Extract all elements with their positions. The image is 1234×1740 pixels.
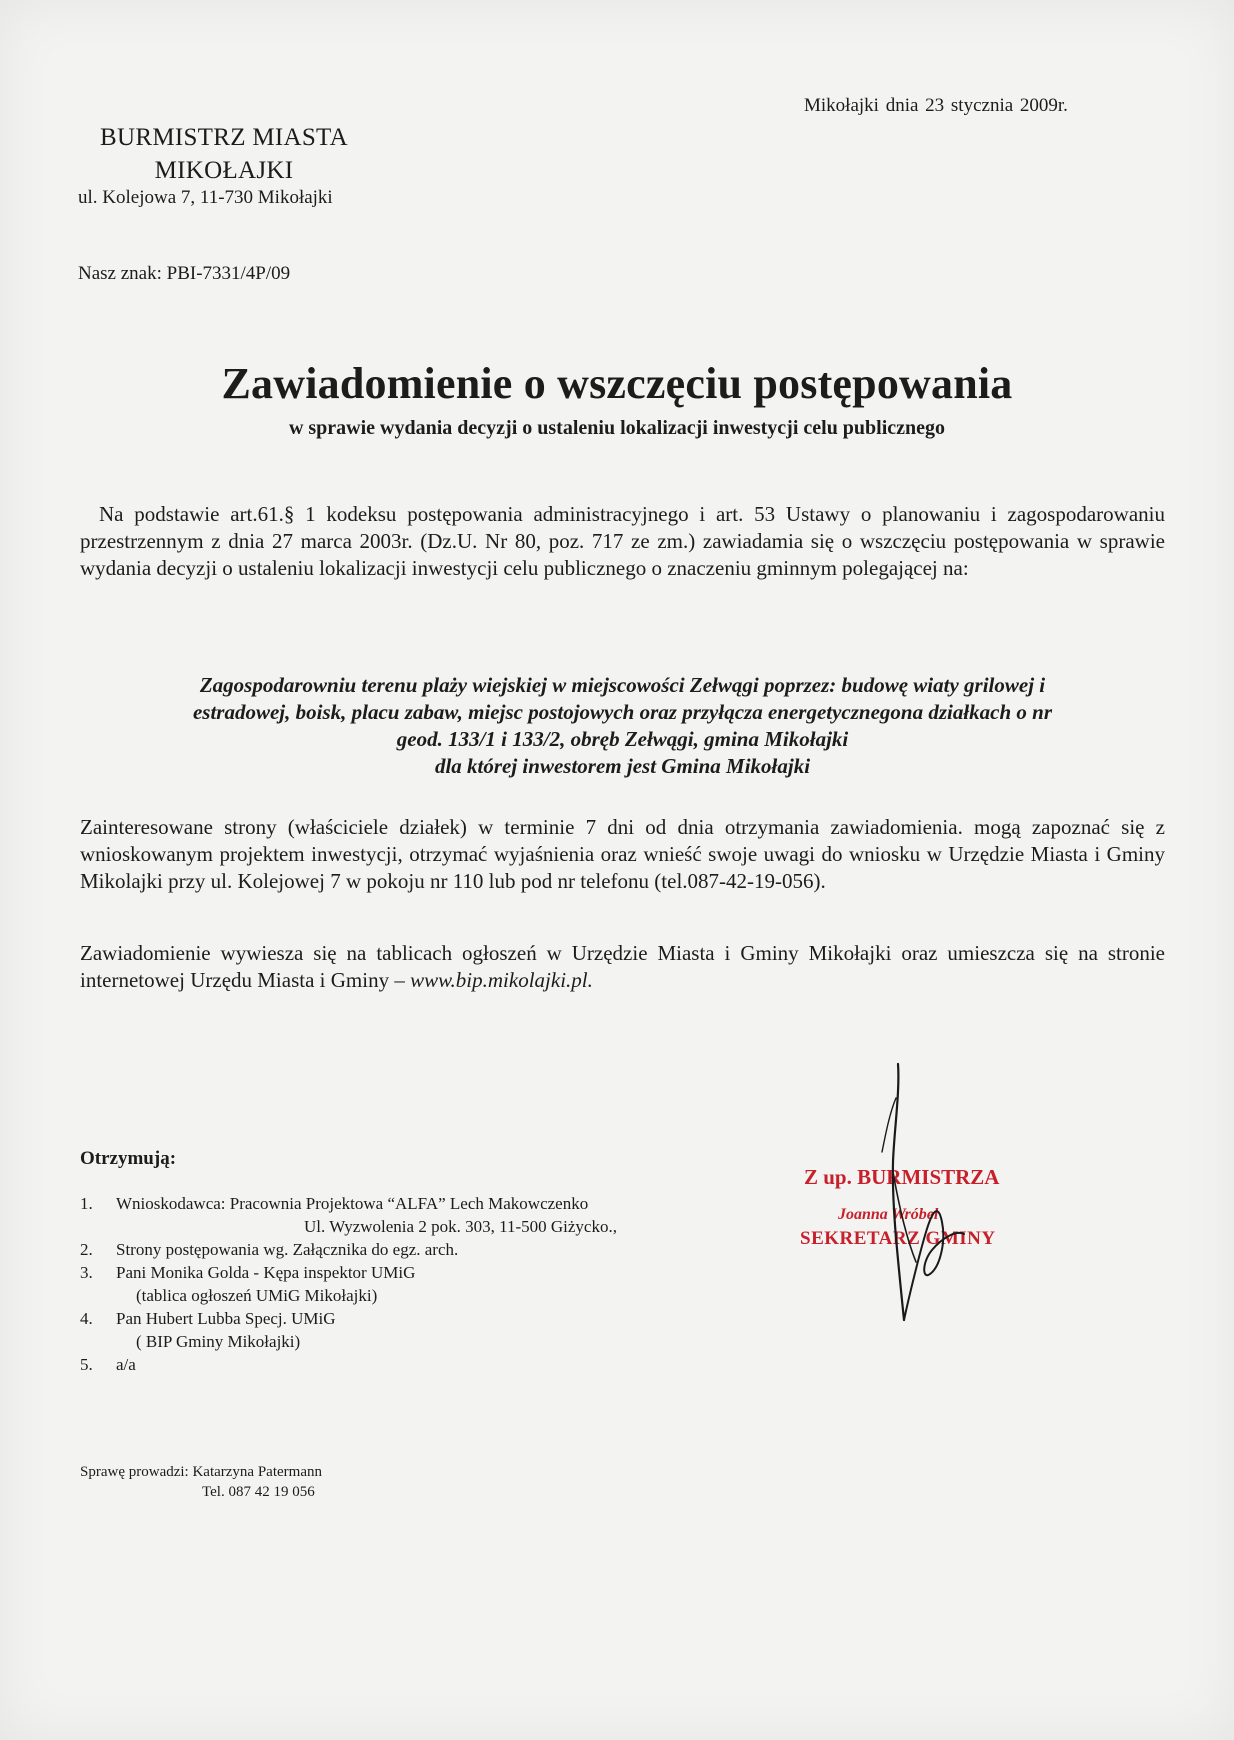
list-item-text: Strony postępowania wg. Załącznika do egz. arch.	[116, 1240, 459, 1259]
list-item-detail: Ul. Wyzwolenia 2 pok. 303, 11-500 Giżycko.,	[304, 1217, 617, 1236]
recipients-heading: Otrzymują:	[80, 1148, 177, 1169]
list-item-number: 4.	[80, 1309, 93, 1328]
list-item	[80, 1353, 680, 1376]
list-item-text: Wnioskodawca: Pracownia Projektowa “ALFA” Lech Makowczenko	[116, 1194, 589, 1213]
list-item-number: 2.	[80, 1240, 93, 1259]
publication-text: Zawiadomienie wywiesza się na tablicach ogłoszeń w Urzędzie Miasta i Gminy Mikołajki oraz umieszcza się na stronie internetowej Urzędu Miasta i Gminy –	[80, 941, 1165, 992]
website-link: www.bip.mikolajki.pl.	[410, 968, 593, 992]
document-subtitle: w sprawie wydania decyzji o ustaleniu lokalizacji inwestycji celu publicznego	[288, 417, 946, 439]
issuer-address: ul. Kolejowa 7, 11-730 Mikołajki	[78, 187, 333, 208]
list-item-detail: ( BIP Gminy Mikołajki)	[136, 1332, 301, 1351]
list-item	[80, 1192, 680, 1238]
investment-description	[80, 672, 1165, 780]
list-item-number: 1.	[80, 1194, 93, 1213]
list-item-text: a/a	[116, 1355, 136, 1374]
list-item-detail: (tablica ogłoszeń UMiG Mikołajki)	[136, 1286, 378, 1305]
issuer-line1: BURMISTRZ MIASTA	[100, 124, 348, 151]
recipients-list	[80, 1192, 680, 1376]
case-handler	[80, 1462, 322, 1502]
parties-paragraph: Zainteresowane strony (właściciele działek) w terminie 7 dni od dnia otrzymania zawiadomienia. mogą zapoznać się z wnioskowanym projektem inwestycji, otrzymać wyjaśnienia oraz wnieść swoje uwagi do wniosku w Urzędzie Miasta i Gminy Mikolajki przy ul. Kolejowej 7 w pokoju nr 110 lub pod nr telefonu (tel.087-42-19-056).	[80, 815, 1165, 893]
legal-basis-paragraph: Na podstawie art.61.§ 1 kodeksu postępowania administracyjnego i art. 53 Ustawy o planowaniu i zagospodarowaniu przestrzennym z dnia 27 marca 2003r. (Dz.U. Nr 80, poz. 717 ze zm.) zawiadamia się o wszczęciu postępowania w sprawie wydania decyzji o ustaleniu lokalizacji inwestycji celu publicznego o znaczeniu gminnym polegającej na:	[80, 502, 1165, 580]
stamp-line2: Joanna Wróbel	[838, 1206, 939, 1223]
list-item-number: 5.	[80, 1355, 93, 1374]
investment-line: Zagospodarowniu terenu plaży wiejskiej w miejscowości Zełwągi poprzez: budowę wiaty grilowej i	[199, 673, 1046, 697]
case-handler-name: Sprawę prowadzi: Katarzyna Patermann	[80, 1464, 322, 1480]
stamp-line1: Z up. BURMISTRZA	[804, 1165, 1000, 1189]
handwritten-signature	[860, 1062, 970, 1322]
document-title: Zawiadomienie o wszczęciu postępowania	[221, 359, 1013, 408]
investment-line: dla której inwestorem jest Gmina Mikołajki	[434, 754, 811, 778]
case-handler-phone: Tel. 087 42 19 056	[202, 1484, 315, 1500]
stamp-line3: SEKRETARZ GMINY	[800, 1228, 996, 1249]
document-date: Mikołajki dnia 23 stycznia 2009r.	[804, 95, 1068, 116]
issuer-name	[78, 121, 370, 187]
list-item-text: Pani Monika Golda - Kępa inspektor UMiG	[116, 1263, 416, 1282]
list-item	[80, 1261, 680, 1307]
investment-line: estradowej, boisk, placu zabaw, miejsc postojowych oraz przyłącza energetycznegona działkach o nr	[192, 700, 1053, 724]
list-item	[80, 1238, 680, 1261]
publication-paragraph	[80, 940, 1165, 994]
investment-line: geod. 133/1 i 133/2, obręb Zełwągi, gmina Mikołajki	[396, 727, 849, 751]
list-item-number: 3.	[80, 1263, 93, 1282]
list-item-text: Pan Hubert Lubba Specj. UMiG	[116, 1309, 336, 1328]
issuer-line2: MIKOŁAJKI	[154, 157, 294, 184]
reference-number: Nasz znak: PBI-7331/4P/09	[78, 263, 291, 284]
list-item	[80, 1307, 680, 1353]
